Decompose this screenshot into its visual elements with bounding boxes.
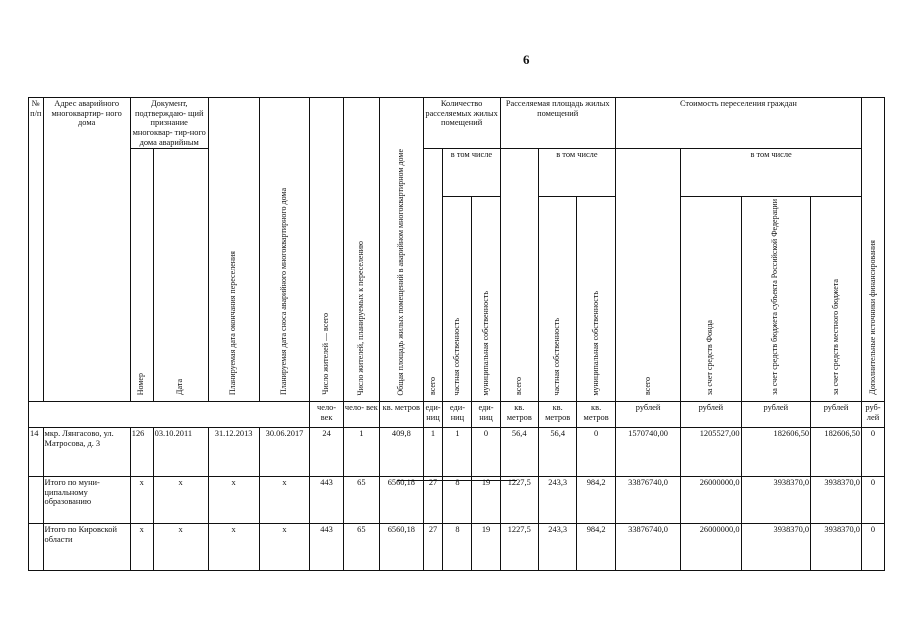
table-row — [29, 523, 885, 570]
unit-cell: еди- ниц — [423, 401, 443, 427]
cell-rooms-private: 8 — [443, 523, 472, 570]
header-cost: Стоимость переселения граждан — [615, 98, 861, 149]
resettlement-table — [28, 97, 885, 571]
cell-doc-number: x — [130, 523, 153, 570]
header-planned-end: Планируемая дата окончания переселения — [208, 98, 259, 402]
unit-cell: рублей — [811, 401, 862, 427]
cell-sq-total: 1227,5 — [500, 523, 538, 570]
header-address: Адрес аварийного многоквартир- ного дома — [43, 98, 130, 402]
cell-num — [29, 476, 44, 523]
header-total-area: Общая площадь жилых помещений в аварийном многоквартирном доме — [380, 98, 424, 402]
cell-planned-end: x — [208, 523, 259, 570]
cell-cost-other: 0 — [861, 523, 884, 570]
header-document: Документ, подтверждаю- щий признание многоквар- тир-ного дома аварийным — [130, 98, 208, 149]
cell-cost-other: 0 — [861, 427, 884, 476]
cell-res-planned: 1 — [343, 427, 379, 476]
cell-cost-local: 182606,50 — [811, 427, 862, 476]
cell-doc-date: x — [153, 476, 208, 523]
header-cost-regional: за счет средств бюджета субъекта Российской Федерации — [741, 197, 811, 402]
cell-planned-demolition: x — [259, 476, 310, 523]
cell-cost-regional: 182606,50 — [741, 427, 811, 476]
header-rooms-total: всего — [423, 149, 443, 402]
unit-cell: рублей — [741, 401, 811, 427]
cell-rooms-muni: 19 — [472, 476, 500, 523]
cell-rooms-total: 27 — [423, 476, 443, 523]
table-row — [29, 427, 885, 476]
cell-rooms-muni: 0 — [472, 427, 500, 476]
unit-cell: руб- лей — [861, 401, 884, 427]
cell-sq-muni: 984,2 — [577, 523, 615, 570]
cell-cost-total: 33876740,0 — [615, 476, 680, 523]
cell-planned-end: 31.12.2013 — [208, 427, 259, 476]
unit-cell: еди- ниц — [443, 401, 472, 427]
header-rooms-private: частная собственность — [443, 197, 472, 402]
unit-cell: кв. метров — [538, 401, 576, 427]
header-cost-incl: в том числе — [681, 149, 862, 197]
cell-cost-fund: 1205527,00 — [681, 427, 741, 476]
cell-cost-other: 0 — [861, 476, 884, 523]
separator-line — [397, 480, 517, 481]
unit-cell: рублей — [681, 401, 741, 427]
header-residents-planned: Число жителей, планируемых к переселению — [343, 98, 379, 402]
header-num: № п/п — [29, 98, 44, 402]
header-rooms-count: Количество расселяемых жилых помещений — [423, 98, 500, 149]
cell-cost-local: 3938370,0 — [811, 476, 862, 523]
cell-area: 6560,18 — [380, 476, 424, 523]
cell-doc-number: x — [130, 476, 153, 523]
cell-cost-regional: 3938370,0 — [741, 523, 811, 570]
cell-sq-private: 243,3 — [538, 523, 576, 570]
cell-res-total: 443 — [310, 476, 343, 523]
unit-cell: чело- век — [310, 401, 343, 427]
unit-cell: кв. метров — [577, 401, 615, 427]
cell-rooms-private: 1 — [443, 427, 472, 476]
header-residents-total: Число жителей — всего — [310, 98, 343, 402]
header-sq-private: частная собственность — [538, 197, 576, 402]
header-rooms-incl: в том числе — [443, 149, 500, 197]
unit-cell: еди- ниц — [472, 401, 500, 427]
header-sq-incl: в том числе — [538, 149, 615, 197]
header-planned-demolition: Планируемая дата сноса аварийного многоквартирного дома — [259, 98, 310, 402]
cell-address: мкр. Лянгасово, ул. Матросова, д. 3 — [43, 427, 130, 476]
header-cost-total: всего — [615, 149, 680, 402]
cell-doc-date: x — [153, 523, 208, 570]
cell-sq-muni: 984,2 — [577, 476, 615, 523]
cell-res-total: 24 — [310, 427, 343, 476]
cell-res-total: 443 — [310, 523, 343, 570]
cell-num: 14 — [29, 427, 44, 476]
units-spacer — [29, 401, 310, 427]
table-row — [29, 476, 885, 523]
cell-cost-total: 1570740,00 — [615, 427, 680, 476]
cell-sq-private: 243,3 — [538, 476, 576, 523]
cell-sq-private: 56,4 — [538, 427, 576, 476]
cell-planned-end: x — [208, 476, 259, 523]
cell-sq-total: 1227,5 — [500, 476, 538, 523]
cell-cost-total: 33876740,0 — [615, 523, 680, 570]
header-sq-municipal: муниципальная собственность — [577, 197, 615, 402]
cell-doc-number: 126 — [130, 427, 153, 476]
header-doc-number: Номер — [130, 149, 153, 402]
header-area-resettled: Расселяемая площадь жилых помещений — [500, 98, 615, 149]
cell-area: 6560,18 — [380, 523, 424, 570]
cell-sq-total: 56,4 — [500, 427, 538, 476]
cell-num — [29, 523, 44, 570]
cell-doc-date: 03.10.2011 — [153, 427, 208, 476]
page-number: 6 — [523, 52, 530, 67]
cell-planned-demolition: x — [259, 523, 310, 570]
cell-cost-regional: 3938370,0 — [741, 476, 811, 523]
header-rooms-municipal: муниципальная собственность — [472, 197, 500, 402]
cell-res-planned: 65 — [343, 476, 379, 523]
cell-cost-local: 3938370,0 — [811, 523, 862, 570]
header-doc-date: Дата — [153, 149, 208, 402]
cell-cost-fund: 26000000,0 — [681, 476, 741, 523]
header-cost-local: за счет средств местного бюджета — [811, 197, 862, 402]
header-other-sources: Дополнительные источники финансирования — [861, 98, 884, 402]
unit-cell: кв. метров — [380, 401, 424, 427]
cell-res-planned: 65 — [343, 523, 379, 570]
header-cost-fund: за счет средств Фонда — [681, 197, 741, 402]
unit-cell: чело- век — [343, 401, 379, 427]
cell-rooms-private: 8 — [443, 476, 472, 523]
cell-address: Итого по Кировской области — [43, 523, 130, 570]
header-sq-total: всего — [500, 149, 538, 402]
cell-cost-fund: 26000000,0 — [681, 523, 741, 570]
cell-rooms-total: 1 — [423, 427, 443, 476]
unit-cell: кв. метров — [500, 401, 538, 427]
cell-sq-muni: 0 — [577, 427, 615, 476]
cell-area: 409,8 — [380, 427, 424, 476]
unit-cell: рублей — [615, 401, 680, 427]
cell-address: Итого по муни- ципальному образованию — [43, 476, 130, 523]
cell-rooms-total: 27 — [423, 523, 443, 570]
cell-planned-demolition: 30.06.2017 — [259, 427, 310, 476]
cell-rooms-muni: 19 — [472, 523, 500, 570]
